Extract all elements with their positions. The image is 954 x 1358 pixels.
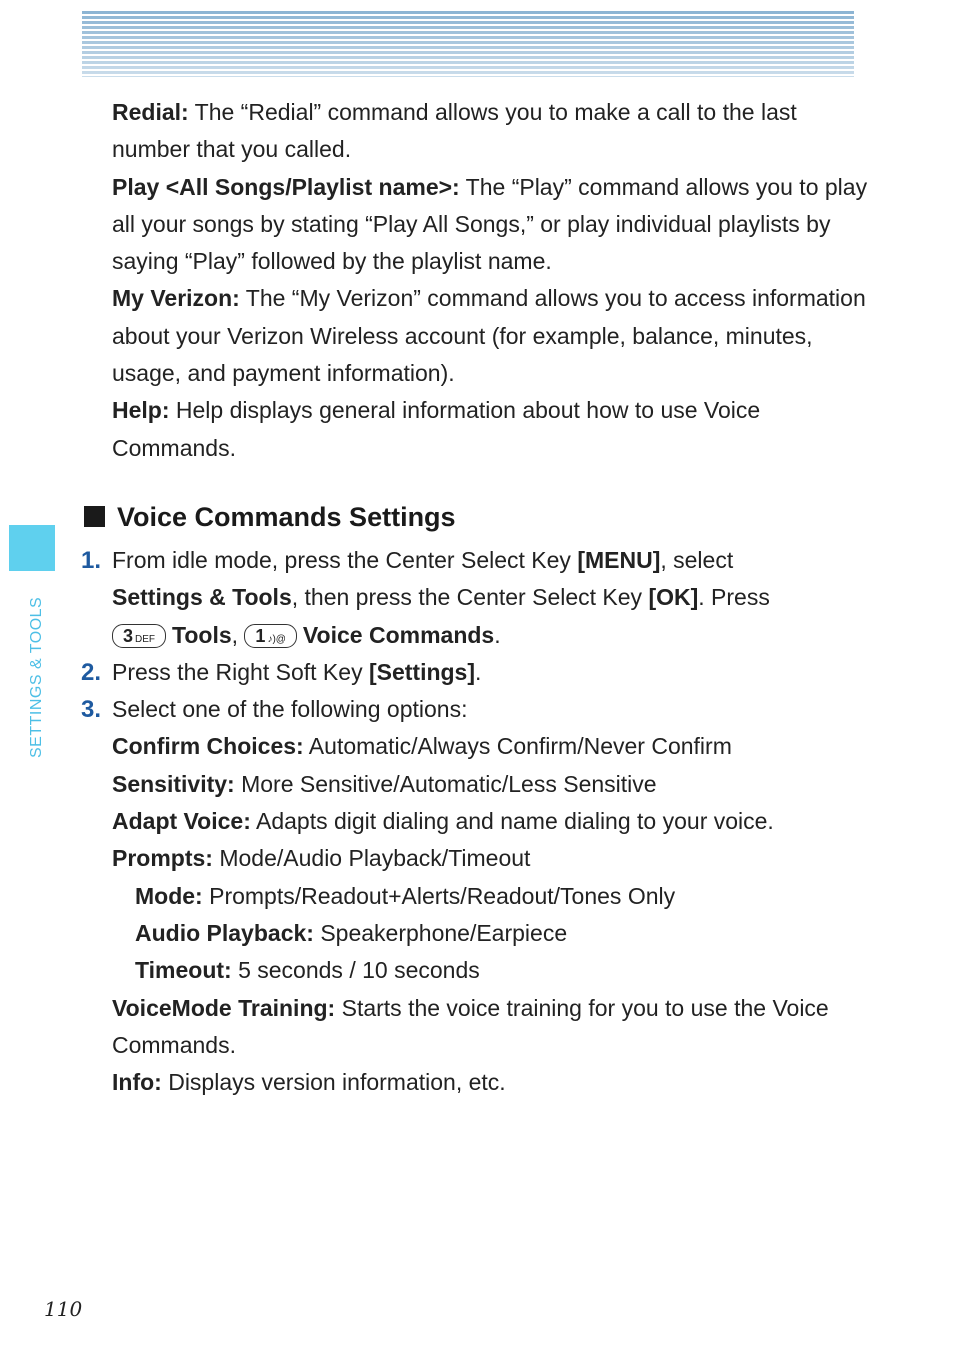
definition-play: [112, 169, 872, 281]
page-number: 110: [44, 1297, 83, 1321]
term: Redial:: [112, 99, 189, 125]
term: VoiceMode Training:: [112, 994, 336, 1021]
menu-item-label: Settings & Tools: [112, 584, 292, 611]
header-stripe-band: [82, 11, 854, 77]
term: Confirm Choices:: [112, 733, 304, 760]
sub-option-mode: [112, 878, 872, 915]
term: Play <All Songs/Playlist name>:: [112, 173, 460, 200]
key-label: [MENU]: [577, 547, 661, 573]
term: Mode:: [135, 882, 203, 909]
option-adapt-voice: [112, 803, 872, 840]
description: Automatic/Always Confirm/Never Confirm: [303, 733, 732, 760]
description: Help displays general information about how to use Voice Commands.: [112, 397, 761, 461]
key-label: [OK]: [648, 584, 699, 611]
option-voicemode-training: [112, 990, 872, 1065]
step-text: Press the Right Soft Key: [112, 658, 369, 685]
step-2: [81, 654, 872, 691]
description: The “Redial” command allows you to make a call to the last number that you called.: [112, 99, 797, 163]
term: Info:: [112, 1069, 162, 1096]
section-heading: [84, 502, 456, 533]
option-prompts: [112, 840, 872, 877]
step-text: . Press: [698, 584, 770, 611]
term: Timeout:: [135, 957, 232, 984]
section-tab-label: SETTINGS & TOOLS: [28, 596, 45, 758]
option-sensitivity: [112, 766, 872, 803]
step-1: [81, 542, 872, 654]
sub-option-timeout: [112, 952, 872, 989]
description: Prompts/Readout+Alerts/Readout/Tones Only: [202, 882, 676, 909]
term: Audio Playback:: [135, 919, 314, 946]
keypad-3-icon: [112, 624, 166, 648]
definition-help: [112, 392, 872, 467]
menu-item-label: Voice Commands: [302, 621, 495, 648]
term: Help:: [112, 397, 170, 424]
definition-redial: [112, 94, 872, 169]
description: The “Play” command allows you to play all your songs by stating “Play All Songs,” or play individual playlists by saying “Play” followed by the playlist name.: [112, 173, 868, 275]
description: Mode/Audio Playback/Timeout: [212, 845, 531, 872]
step-number: 2.: [81, 658, 102, 686]
keypad-1-icon: [244, 624, 297, 648]
step-number: 1.: [81, 547, 102, 574]
description: Adapts digit dialing and name dialing to your voice.: [250, 808, 774, 835]
term: Adapt Voice:: [112, 808, 251, 835]
option-confirm-choices: [112, 728, 872, 765]
option-info: [112, 1064, 872, 1101]
description: 5 seconds / 10 seconds: [231, 957, 480, 984]
step-3: [81, 691, 872, 728]
key-digit: 1: [255, 625, 266, 646]
square-bullet-icon: [84, 506, 105, 527]
definition-my-verizon: [112, 280, 872, 392]
section-tab-marker: [9, 525, 55, 571]
sub-option-audio-playback: [112, 915, 872, 952]
step-text: .: [494, 621, 501, 648]
section-title: Voice Commands Settings: [117, 502, 456, 532]
description: The “My Verizon” command allows you to access information about your Verizon Wireless account (for example, balance, minutes, usage, and payment information).: [112, 285, 866, 387]
steps-list: [81, 542, 872, 1101]
term: Sensitivity:: [112, 770, 235, 797]
step-number: 3.: [81, 696, 102, 724]
step-text: .: [475, 658, 482, 685]
description: More Sensitive/Automatic/Less Sensitive: [234, 770, 657, 797]
description: Starts the voice training for you to use the Voice Commands.: [112, 994, 829, 1058]
term: Prompts:: [112, 845, 213, 872]
step-text: Select one of the following options:: [112, 696, 468, 723]
key-label: [Settings]: [368, 658, 476, 685]
step-text: , select: [660, 547, 734, 573]
step-text: ,: [231, 621, 245, 648]
key-letters: DEF: [135, 633, 156, 645]
menu-item-label: Tools: [172, 621, 232, 648]
key-symbols: ♪)@: [267, 633, 286, 645]
description: Displays version information, etc.: [161, 1069, 506, 1096]
intro-definitions: [112, 94, 872, 467]
term: My Verizon:: [112, 285, 240, 312]
step-text: From idle mode, press the Center Select Key: [112, 547, 578, 573]
key-digit: 3: [123, 625, 134, 646]
description: Speakerphone/Earpiece: [313, 919, 568, 946]
step-text: , then press the Center Select Key: [291, 584, 649, 611]
